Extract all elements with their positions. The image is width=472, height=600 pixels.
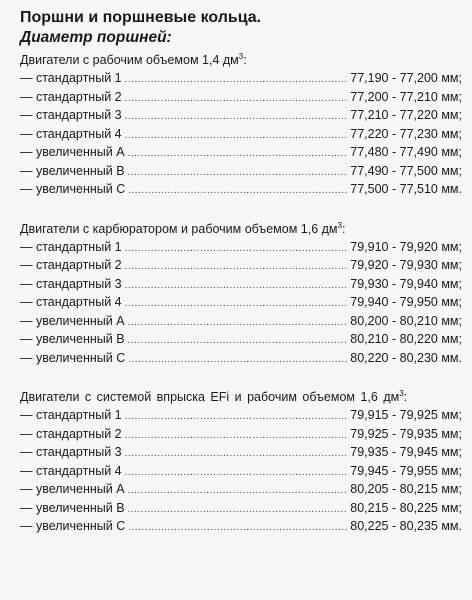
spec-value: 79,930 - 79,940 мм; (350, 276, 462, 291)
spec-label: — стандартный 2 (20, 426, 122, 441)
dot-leader (125, 258, 348, 276)
spec-label: — увеличенный В (20, 332, 125, 347)
page-subtitle: Диаметр поршней: (20, 29, 172, 46)
spec-value: 77,500 - 77,510 мм. (350, 182, 462, 197)
spec-row (20, 126, 462, 145)
section-header-sup: 3 (337, 220, 342, 230)
dot-leader (125, 427, 348, 445)
dot-leader (125, 127, 348, 145)
section-header-tail: : (341, 221, 346, 236)
dot-leader (125, 408, 348, 426)
spec-value: 77,490 - 77,500 мм; (350, 163, 462, 178)
spec-row (20, 444, 462, 463)
spec-label: — увеличенный А (20, 482, 125, 497)
spec-row (20, 163, 462, 182)
spec-row (20, 518, 462, 537)
spec-row (20, 313, 462, 332)
dot-leader (128, 314, 348, 332)
dot-leader (125, 240, 348, 258)
spec-row (20, 463, 462, 482)
section-header (20, 386, 462, 405)
spec-row (20, 70, 462, 89)
page-title: Поршни и поршневые кольца. (20, 9, 262, 26)
section-header-text: Двигатели с рабочим объемом 1,4 дм (20, 53, 239, 68)
spec-value: 79,945 - 79,955 мм; (350, 463, 462, 478)
spec-row (20, 239, 462, 258)
dot-leader (128, 332, 348, 350)
spec-label: — увеличенный А (20, 313, 125, 328)
spec-row (20, 257, 462, 276)
spec-label: — стандартный 4 (20, 295, 122, 310)
spec-label: — стандартный 2 (20, 258, 122, 273)
spec-row (20, 144, 462, 163)
spec-row (20, 500, 462, 519)
spec-value: 77,190 - 77,200 мм; (350, 71, 462, 86)
spec-value: 80,220 - 80,230 мм. (350, 350, 462, 365)
spec-row (20, 276, 462, 295)
spec-row (20, 294, 462, 313)
dot-leader (125, 90, 348, 108)
spec-label: — стандартный 3 (20, 276, 122, 291)
spec-value: 79,910 - 79,920 мм; (350, 239, 462, 254)
spec-value: 79,935 - 79,945 мм; (350, 445, 462, 460)
spec-label: — увеличенный С (20, 519, 126, 534)
dot-leader (125, 71, 348, 89)
dot-leader (128, 482, 348, 500)
section-header-tail: : (243, 53, 247, 68)
spec-label: — увеличенный С (20, 350, 126, 365)
spec-label: — стандартный 4 (20, 126, 122, 141)
dot-leader (128, 164, 348, 182)
spec-row (20, 107, 462, 126)
spec-value: 80,215 - 80,225 мм; (350, 500, 462, 515)
section-header-sup: 3 (238, 52, 244, 61)
dot-leader (125, 277, 348, 295)
dot-leader (125, 464, 348, 482)
section-engine-1-6-carb (20, 218, 462, 369)
dot-leader (128, 519, 347, 537)
spec-label: — увеличенный С (20, 182, 126, 197)
spec-row (20, 350, 462, 369)
spec-value: 77,220 - 77,230 мм; (350, 126, 462, 141)
spec-label: — стандартный 4 (20, 463, 122, 478)
section-header-text: Двигатели с карбюратором и рабочим объемом 1,6 дм (20, 221, 338, 236)
spec-row (20, 331, 462, 350)
spec-value: 79,925 - 79,935 мм; (350, 426, 462, 441)
spec-label: — стандартный 1 (20, 408, 122, 423)
spec-label: — стандартный 3 (20, 445, 122, 460)
section-header (20, 218, 462, 237)
spec-label: — увеличенный В (20, 163, 125, 178)
spec-value: 79,915 - 79,925 мм; (350, 408, 462, 423)
dot-leader (125, 295, 348, 313)
spec-value: 77,200 - 77,210 мм; (350, 89, 462, 104)
section-header (20, 49, 462, 68)
document-page (20, 8, 462, 537)
spec-label: — стандартный 1 (20, 71, 122, 86)
spec-value: 77,210 - 77,220 мм; (350, 108, 462, 123)
spec-label: — стандартный 2 (20, 89, 122, 104)
spec-row (20, 407, 462, 426)
spec-label: — увеличенный В (20, 500, 125, 515)
spec-label: — стандартный 1 (20, 239, 122, 254)
spec-label: — стандартный 3 (20, 108, 122, 123)
section-header-tail: : (403, 390, 408, 405)
spec-row (20, 481, 462, 500)
spec-row (20, 426, 462, 445)
spec-value: 80,200 - 80,210 мм; (350, 313, 462, 328)
section-engine-1-4 (20, 49, 462, 200)
section-header-sup: 3 (399, 389, 404, 399)
dot-leader (125, 445, 348, 463)
dot-leader (128, 182, 347, 200)
section-header-text: Двигатели с системой впрыска EFi и рабочим объемом 1,6 дм (20, 390, 400, 405)
spec-label: — увеличенный А (20, 145, 125, 160)
spec-value: 80,210 - 80,220 мм; (350, 332, 462, 347)
spec-value: 80,225 - 80,235 мм. (350, 519, 462, 534)
dot-leader (128, 145, 348, 163)
spec-row (20, 181, 462, 200)
spec-value: 79,920 - 79,930 мм; (350, 258, 462, 273)
dot-leader (128, 351, 347, 369)
spec-value: 79,940 - 79,950 мм; (350, 295, 462, 310)
spec-value: 77,480 - 77,490 мм; (350, 145, 462, 160)
dot-leader (128, 501, 348, 519)
spec-value: 80,205 - 80,215 мм; (350, 482, 462, 497)
spec-row (20, 89, 462, 108)
section-engine-1-6-efi (20, 386, 462, 537)
dot-leader (125, 108, 348, 126)
